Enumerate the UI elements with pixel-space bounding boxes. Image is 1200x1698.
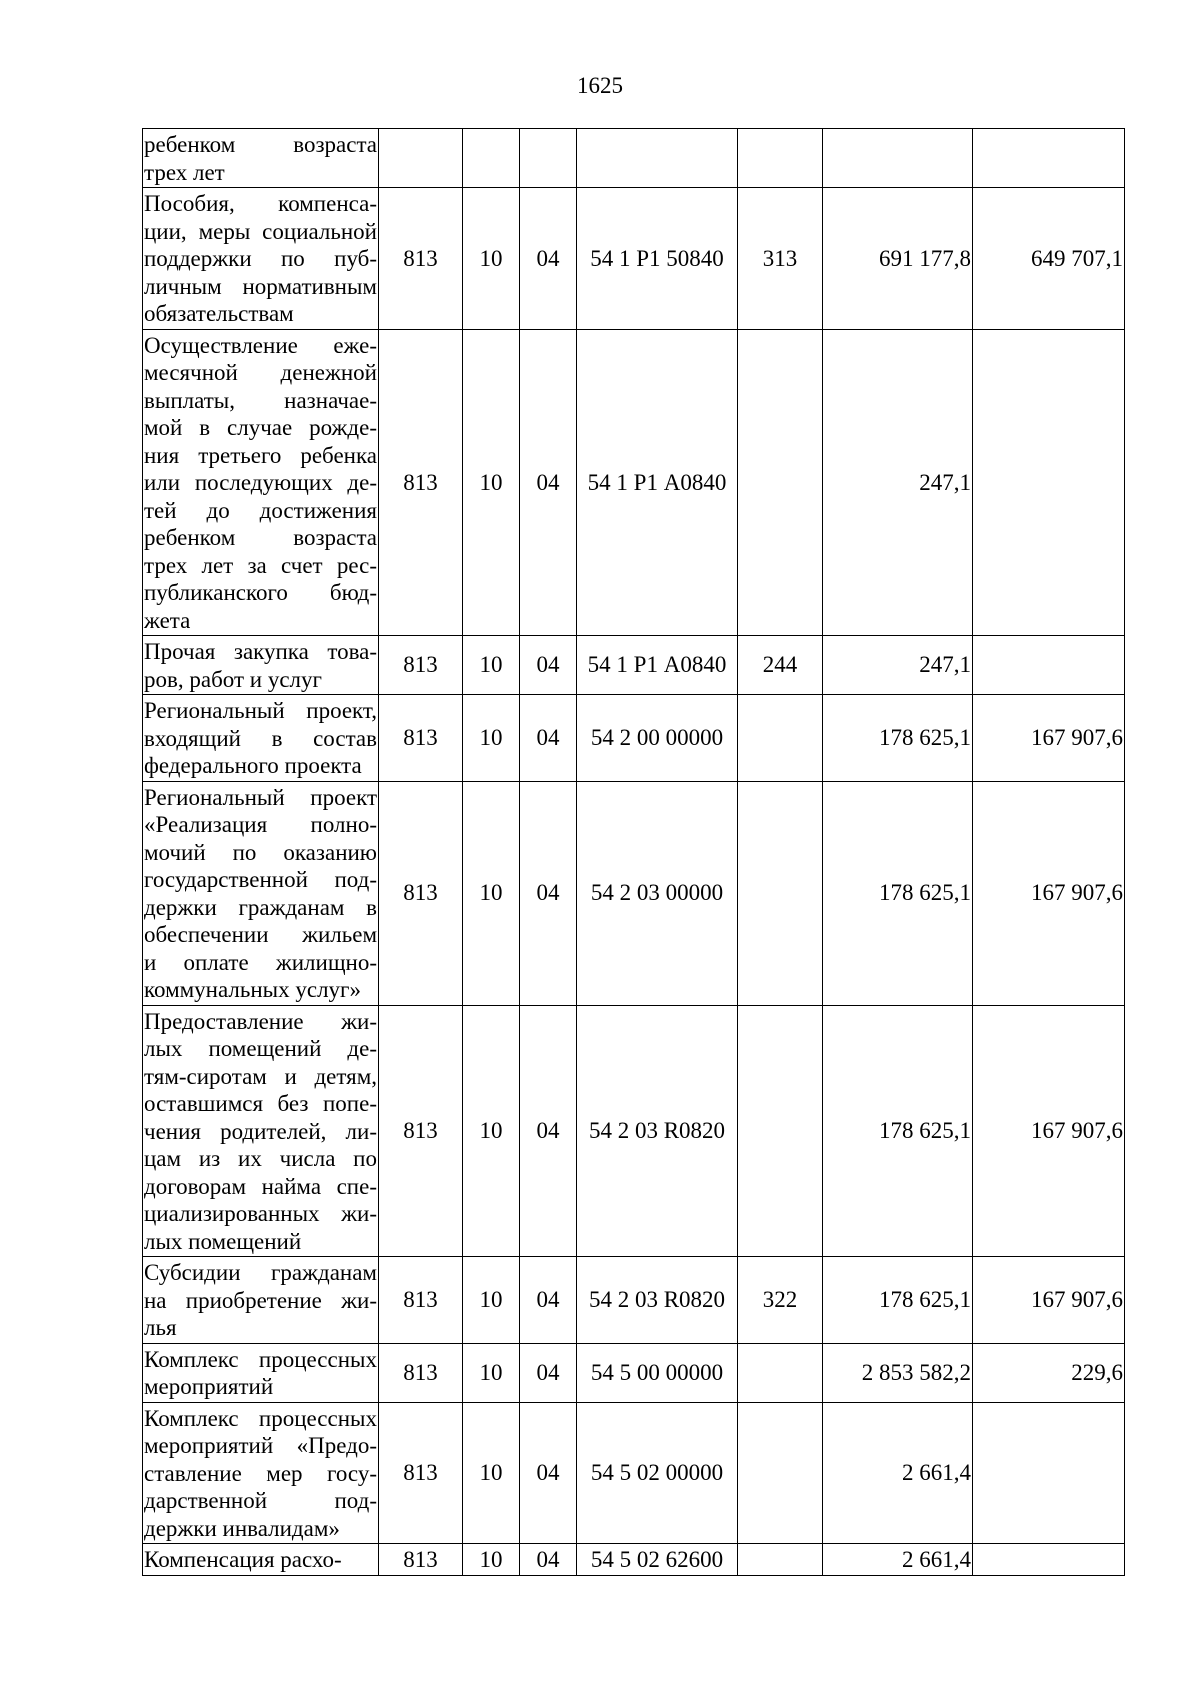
section-code-cell: 10	[463, 781, 520, 1005]
item-name-line: лья	[144, 1315, 177, 1340]
item-name-line: выплаты, назначае-	[144, 387, 377, 413]
budget-table	[142, 128, 1125, 1576]
table-row	[143, 129, 1125, 188]
table-row	[143, 1402, 1125, 1544]
item-name-line: Прочая закупка това-	[144, 639, 377, 664]
item-name-line: Предоставление жи-	[144, 1008, 377, 1034]
ministry-code-cell: 813	[379, 781, 463, 1005]
expense-type-cell	[738, 695, 823, 782]
item-name-line: тям-сиротам и детям,	[144, 1063, 377, 1089]
amount-year1-cell: 178 625,1	[823, 1257, 973, 1344]
section-code-cell: 10	[463, 695, 520, 782]
item-name-line: Субсидии гражданам	[144, 1260, 377, 1285]
table-row	[143, 695, 1125, 782]
item-name-cell	[143, 129, 379, 188]
subsection-code-cell: 04	[520, 695, 577, 782]
item-name-line: месячной денежной	[144, 360, 377, 385]
expense-type-cell	[738, 781, 823, 1005]
item-name-line: Пособия, компенса-	[144, 191, 377, 216]
ministry-code-cell: 813	[379, 1402, 463, 1544]
item-name-line: держки гражданам в	[144, 894, 377, 920]
table-row	[143, 781, 1125, 1005]
ministry-code-cell	[379, 129, 463, 188]
item-name-line: личным нормативным	[144, 273, 377, 299]
amount-year2-cell: 167 907,6	[973, 695, 1125, 782]
item-name-line: лых помещений	[144, 1228, 302, 1254]
ministry-code-cell: 813	[379, 695, 463, 782]
amount-year2-cell: 167 907,6	[973, 781, 1125, 1005]
item-name-line: обеспечении жильем	[144, 922, 377, 947]
item-name-cell	[143, 1257, 379, 1344]
item-name-line: входящий в состав	[144, 725, 377, 751]
item-name-line: Региональный проект	[144, 784, 377, 810]
amount-year1-cell: 2 661,4	[823, 1402, 973, 1544]
item-name-line: мочий по оказанию	[144, 839, 377, 865]
table-row	[143, 1257, 1125, 1344]
target-article-cell: 54 2 03 R0820	[577, 1257, 738, 1344]
expense-type-cell: 313	[738, 188, 823, 330]
item-name-line: Комплекс процессных	[144, 1405, 377, 1431]
amount-year1-cell: 691 177,8	[823, 188, 973, 330]
item-name-line: трех лет за счет рес-	[144, 552, 377, 578]
amount-year2-cell	[973, 636, 1125, 695]
item-name-line: оставшимся без попе-	[144, 1091, 377, 1116]
amount-year1-cell: 247,1	[823, 636, 973, 695]
item-name-line: тей до достижения	[144, 497, 377, 523]
section-code-cell: 10	[463, 636, 520, 695]
target-article-cell: 54 1 Р1 А0840	[577, 636, 738, 695]
item-name-line: мероприятий «Предо-	[144, 1433, 377, 1458]
item-name-line: ции, меры социальной	[144, 218, 377, 244]
expense-type-cell	[738, 1343, 823, 1402]
section-code-cell: 10	[463, 1343, 520, 1402]
subsection-code-cell: 04	[520, 1544, 577, 1576]
item-name-cell	[143, 1005, 379, 1257]
item-name-line: держки инвалидам»	[144, 1515, 340, 1541]
amount-year1-cell: 178 625,1	[823, 695, 973, 782]
amount-year2-cell	[973, 1544, 1125, 1576]
ministry-code-cell: 813	[379, 1257, 463, 1344]
ministry-code-cell: 813	[379, 1343, 463, 1402]
item-name-line: ставление мер госу-	[144, 1460, 377, 1486]
amount-year1-cell: 178 625,1	[823, 1005, 973, 1257]
item-name-line: ров, работ и услуг	[144, 666, 322, 692]
subsection-code-cell: 04	[520, 329, 577, 636]
item-name-line: чения родителей, ли-	[144, 1118, 377, 1144]
item-name-cell	[143, 329, 379, 636]
item-name-line: «Реализация полно-	[144, 812, 377, 837]
item-name-line: коммунальных услуг»	[144, 977, 361, 1002]
table-row	[143, 1544, 1125, 1576]
amount-year2-cell	[973, 129, 1125, 188]
ministry-code-cell: 813	[379, 1005, 463, 1257]
item-name-line: на приобретение жи-	[144, 1287, 377, 1313]
item-name-line: жета	[144, 607, 191, 633]
section-code-cell: 10	[463, 329, 520, 636]
ministry-code-cell: 813	[379, 188, 463, 330]
section-code-cell	[463, 129, 520, 188]
item-name-cell	[143, 781, 379, 1005]
section-code-cell: 10	[463, 1544, 520, 1576]
table-body	[143, 129, 1125, 1576]
subsection-code-cell: 04	[520, 1402, 577, 1544]
amount-year2-cell	[973, 1402, 1125, 1544]
item-name-line: цам из их числа по	[144, 1146, 377, 1171]
amount-year2-cell: 649 707,1	[973, 188, 1125, 330]
item-name-cell	[143, 695, 379, 782]
item-name-cell	[143, 188, 379, 330]
page-number: 1625	[577, 73, 623, 98]
target-article-cell: 54 2 03 R0820	[577, 1005, 738, 1257]
amount-year1-cell: 2 661,4	[823, 1544, 973, 1576]
table-row	[143, 188, 1125, 330]
target-article-cell	[577, 129, 738, 188]
item-name-line: государственной под-	[144, 867, 377, 892]
item-name-line: и оплате жилищно-	[144, 949, 377, 975]
table-row	[143, 636, 1125, 695]
target-article-cell: 54 1 Р1 50840	[577, 188, 738, 330]
item-name-line: циализированных жи-	[144, 1201, 377, 1226]
expense-type-cell: 322	[738, 1257, 823, 1344]
subsection-code-cell	[520, 129, 577, 188]
subsection-code-cell: 04	[520, 188, 577, 330]
expense-type-cell	[738, 1005, 823, 1257]
subsection-code-cell: 04	[520, 636, 577, 695]
ministry-code-cell: 813	[379, 1544, 463, 1576]
amount-year2-cell: 229,6	[973, 1343, 1125, 1402]
table-row	[143, 1343, 1125, 1402]
amount-year1-cell: 178 625,1	[823, 781, 973, 1005]
item-name-line: мероприятий	[144, 1374, 274, 1399]
table-row	[143, 329, 1125, 636]
item-name-line: ребенком возраста	[144, 525, 377, 550]
item-name-cell	[143, 1544, 379, 1576]
amount-year1-cell: 247,1	[823, 329, 973, 636]
subsection-code-cell: 04	[520, 1343, 577, 1402]
target-article-cell: 54 1 Р1 А0840	[577, 329, 738, 636]
item-name-line: или последующих де-	[144, 470, 377, 495]
item-name-line: обязательствам	[144, 301, 294, 326]
section-code-cell: 10	[463, 188, 520, 330]
item-name-line: Комплекс процессных	[144, 1346, 377, 1372]
item-name-line: публиканского бюд-	[144, 580, 377, 605]
item-name-line: ния третьего ребенка	[144, 442, 377, 468]
item-name-line: ребенком возраста	[144, 132, 377, 157]
item-name-line: мой в случае рожде-	[144, 415, 377, 440]
item-name-cell	[143, 1343, 379, 1402]
item-name-line: договорам найма спе-	[144, 1173, 377, 1199]
expense-type-cell	[738, 329, 823, 636]
amount-year1-cell	[823, 129, 973, 188]
target-article-cell: 54 5 02 00000	[577, 1402, 738, 1544]
item-name-cell	[143, 636, 379, 695]
amount-year2-cell	[973, 329, 1125, 636]
subsection-code-cell: 04	[520, 1257, 577, 1344]
section-code-cell: 10	[463, 1257, 520, 1344]
item-name-line: Компенсация расхо-	[144, 1547, 342, 1572]
amount-year2-cell: 167 907,6	[973, 1257, 1125, 1344]
target-article-cell: 54 5 02 62600	[577, 1544, 738, 1576]
item-name-line: Региональный проект,	[144, 698, 377, 723]
item-name-line: поддержки по пуб-	[144, 246, 377, 271]
target-article-cell: 54 5 00 00000	[577, 1343, 738, 1402]
item-name-line: федерального проекта	[144, 753, 362, 778]
subsection-code-cell: 04	[520, 1005, 577, 1257]
item-name-line: Осуществление еже-	[144, 332, 377, 358]
amount-year1-cell: 2 853 582,2	[823, 1343, 973, 1402]
ministry-code-cell: 813	[379, 636, 463, 695]
target-article-cell: 54 2 03 00000	[577, 781, 738, 1005]
item-name-line: трех лет	[144, 159, 225, 185]
subsection-code-cell: 04	[520, 781, 577, 1005]
table-row	[143, 1005, 1125, 1257]
item-name-cell	[143, 1402, 379, 1544]
section-code-cell: 10	[463, 1402, 520, 1544]
target-article-cell: 54 2 00 00000	[577, 695, 738, 782]
amount-year2-cell: 167 907,6	[973, 1005, 1125, 1257]
section-code-cell: 10	[463, 1005, 520, 1257]
item-name-line: дарственной под-	[144, 1488, 377, 1513]
expense-type-cell	[738, 129, 823, 188]
item-name-line: лых помещений де-	[144, 1036, 377, 1061]
expense-type-cell	[738, 1402, 823, 1544]
ministry-code-cell: 813	[379, 329, 463, 636]
expense-type-cell: 244	[738, 636, 823, 695]
expense-type-cell	[738, 1544, 823, 1576]
